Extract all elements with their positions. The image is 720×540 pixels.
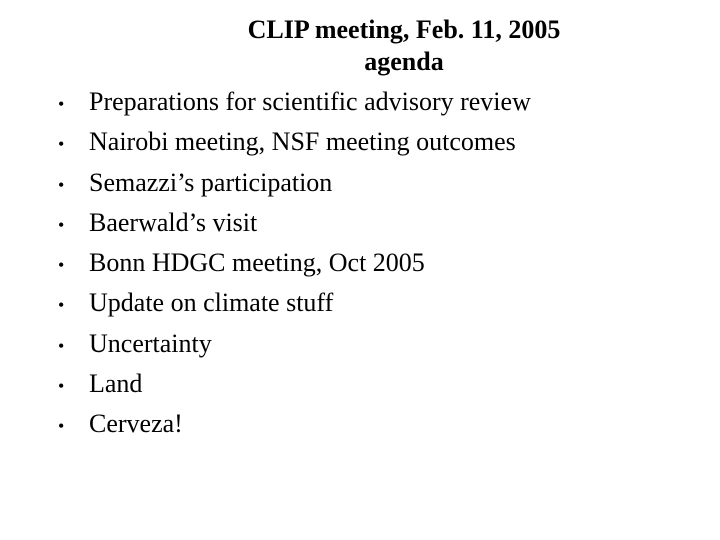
- title-line-1: CLIP meeting, Feb. 11, 2005: [247, 15, 561, 44]
- list-item: [58, 364, 531, 404]
- list-item-text: Nairobi meeting, NSF meeting outcomes: [89, 127, 516, 157]
- title-line-2: agenda: [364, 47, 444, 76]
- list-item-text: Cerveza!: [89, 409, 183, 439]
- bullet-icon: •: [58, 94, 65, 114]
- agenda-list: [58, 82, 531, 445]
- bullet-icon: •: [58, 255, 65, 276]
- list-item-text: Baerwald’s visit: [89, 207, 258, 237]
- list-item: [58, 324, 531, 364]
- list-item: [58, 82, 531, 122]
- bullet-icon: •: [58, 134, 65, 155]
- bullet-icon: •: [58, 376, 65, 397]
- list-item-text: Land: [89, 369, 143, 399]
- list-item-text: Bonn HDGC meeting, Oct 2005: [89, 248, 425, 278]
- list-item-text: Semazzi’s participation: [89, 167, 333, 197]
- bullet-icon: •: [58, 174, 65, 195]
- list-item: [58, 283, 531, 323]
- bullet-icon: •: [58, 335, 65, 356]
- bullet-icon: •: [58, 295, 65, 316]
- list-item: [58, 243, 531, 283]
- list-item: [58, 203, 531, 243]
- list-item: [58, 404, 531, 444]
- list-item-text: Preparations for scientific advisory review: [89, 87, 531, 116]
- list-item: [58, 122, 531, 162]
- slide-title: [130, 14, 678, 78]
- bullet-icon: •: [58, 214, 65, 235]
- list-item-text: Update on climate stuff: [89, 288, 334, 318]
- list-item-text: Uncertainty: [89, 328, 212, 358]
- bullet-icon: •: [58, 416, 65, 437]
- list-item: [58, 163, 531, 203]
